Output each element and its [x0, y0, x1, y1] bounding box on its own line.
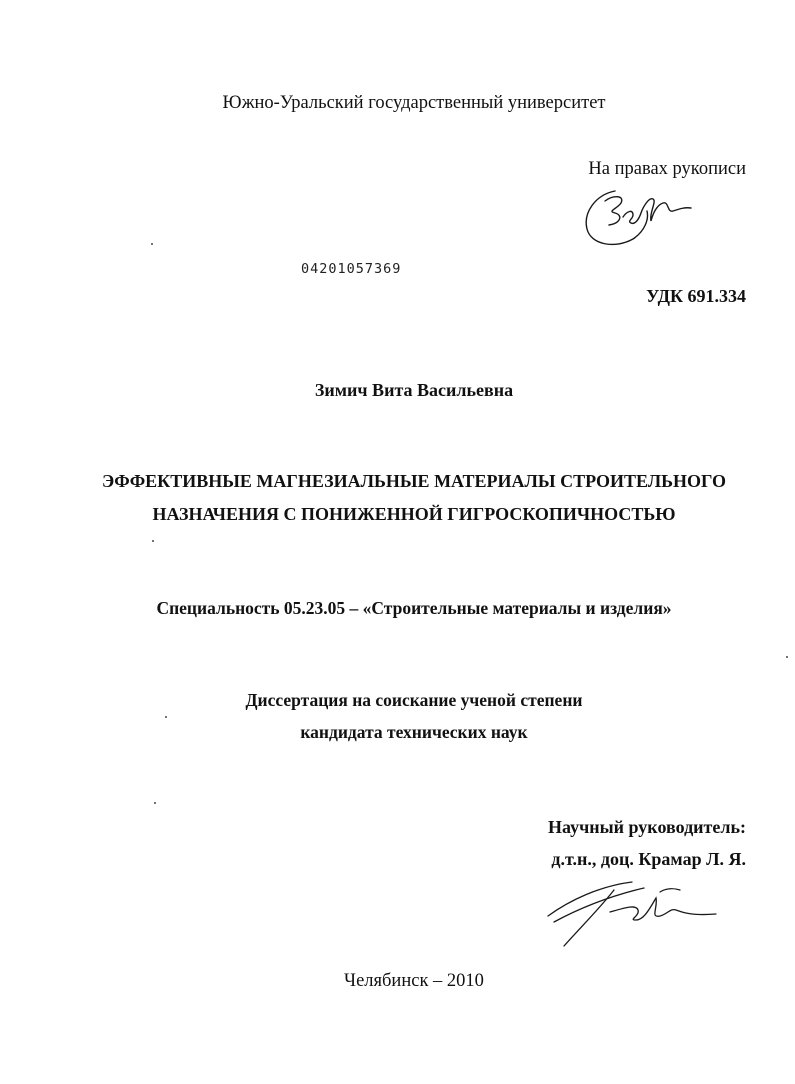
supervisor-signature	[540, 878, 720, 950]
thesis-title-line-1: ЭФФЕКТИВНЫЕ МАГНЕЗИАЛЬНЫЕ МАТЕРИАЛЫ СТРОИТЕЛЬНОГО	[101, 471, 727, 491]
author-signature	[575, 183, 700, 251]
city-year: Челябинск – 2010	[344, 971, 484, 991]
scan-speck	[152, 540, 154, 542]
udk-code: УДК 691.334	[646, 286, 746, 306]
scan-speck	[786, 656, 788, 658]
supervisor-label: Научный руководитель:	[548, 817, 746, 837]
author-name: Зимич Вита Васильевна	[314, 380, 514, 400]
degree-line-2: кандидата технических наук	[300, 722, 528, 742]
manuscript-note: На правах рукописи	[588, 159, 746, 179]
scan-speck	[154, 802, 156, 804]
scan-speck	[165, 716, 167, 718]
university-name: Южно-Уральский государственный университет	[222, 93, 606, 113]
thesis-title-line-2: НАЗНАЧЕНИЯ С ПОНИЖЕННОЙ ГИГРОСКОПИЧНОСТЬЮ	[152, 504, 676, 524]
archive-number: 04201057369	[301, 261, 402, 277]
supervisor-name: д.т.н., доц. Крамар Л. Я.	[551, 849, 746, 869]
scan-speck	[151, 243, 153, 245]
degree-line-1: Диссертация на соискание ученой степени	[245, 690, 583, 710]
specialty: Специальность 05.23.05 – «Строительные материалы и изделия»	[156, 598, 672, 618]
